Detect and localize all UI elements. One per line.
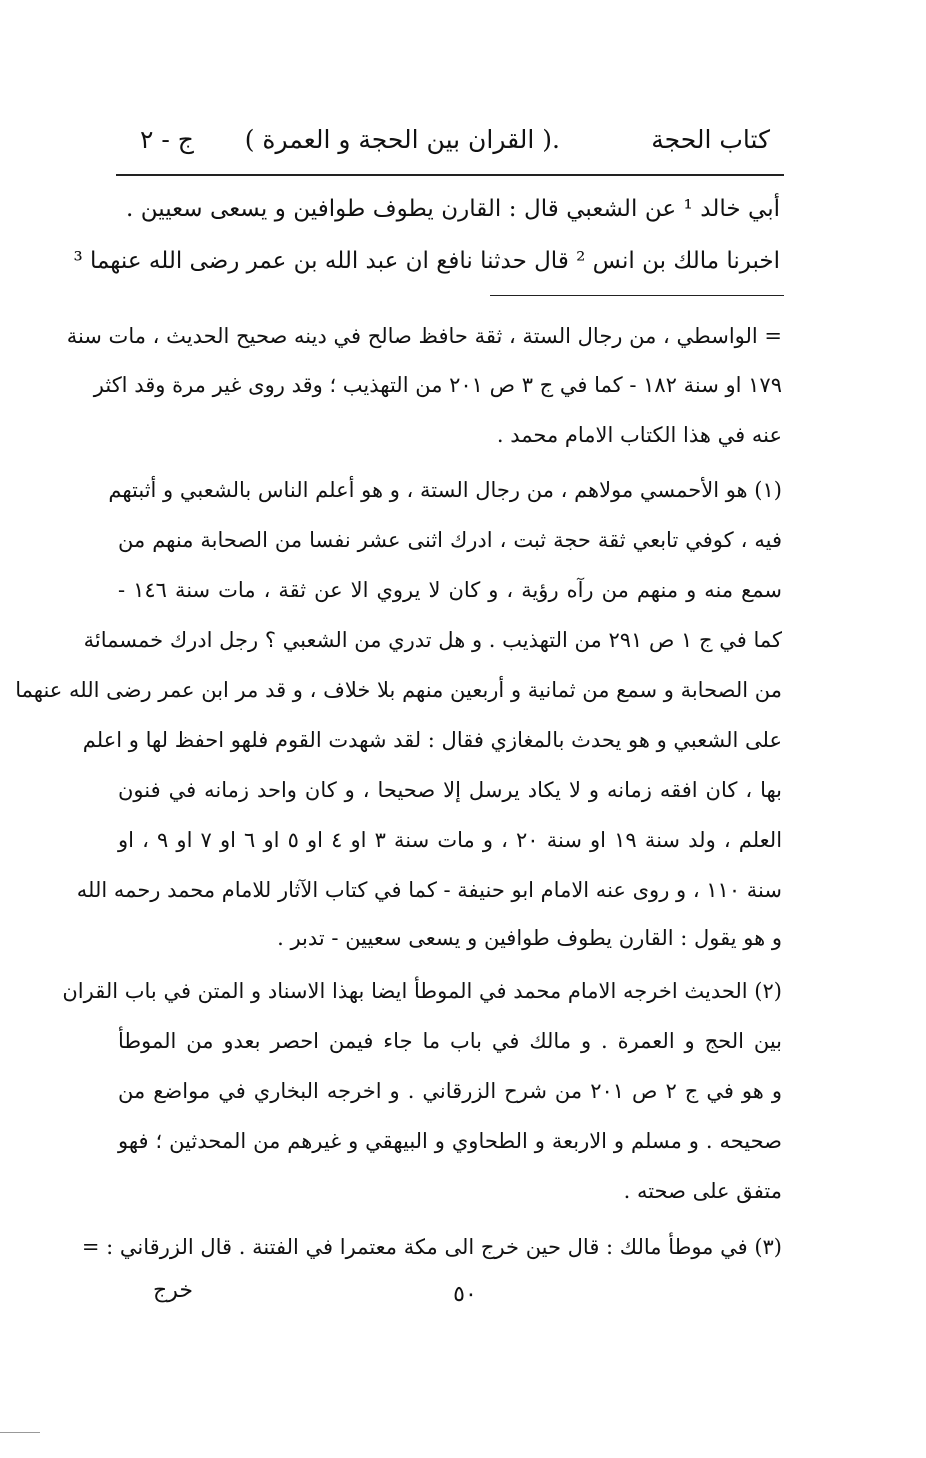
footnote-line: بين الحج و العمرة . و مالك في باب ما جاء فيمن احصر بعدو من الموطأ [118, 1029, 782, 1053]
footnote-line: متفق على صحته . [623, 1179, 782, 1203]
header-book-title: كتاب الحجة [651, 125, 770, 154]
footnote-line: من الصحابة و سمع من ثمانية و أربعين منهم بلا خلاف ، و قد مر ابن عمر رضى الله عنهما [15, 678, 782, 702]
header-volume: ج - ٢ [140, 125, 194, 154]
footnote-line: كما في ج ١ ص ٢٩١ من التهذيب . و هل تدري من الشعبي ؟ رجل ادرك خمسمائة [83, 628, 782, 652]
footnote-separator [490, 295, 784, 296]
footnote-line: (١) هو الأحمسي مولاهم ، من رجال الستة ، و هو أعلم الناس بالشعبي و أثبتهم [108, 478, 782, 502]
footnote-line: سنة ١١٠ ، و روى عنه الامام ابو حنيفة - كما في كتاب الآثار للامام محمد رحمه الله [76, 878, 782, 902]
footnote-line: صحيحه . و مسلم و الاربعة و الطحاوي و البيهقي و غيرهم من المحدثين ؛ فهو [118, 1129, 782, 1153]
header-rule [116, 174, 784, 176]
footnote-line: = الواسطي ، من رجال الستة ، ثقة حافظ صالح في دينه صحيح الحديث ، مات سنة [66, 324, 782, 348]
footnote-line: (٣) في موطأ مالك : قال حين خرج الى مكة معتمرا في الفتنة . قال الزرقاني : = [81, 1235, 782, 1259]
footnote-line: سمع منه و منهم من رآه رؤية ، و كان لا يروي الا عن ثقة ، مات سنة ١٤٦ - [118, 578, 782, 602]
footnote-line: ١٧٩ او سنة ١٨٢ - كما في ج ٣ ص ٢٠١ من التهذيب ؛ وقد روى غير مرة وقد اكثر [93, 373, 782, 397]
header-chapter-title: .( القران بين الحجة و العمرة ) [244, 125, 560, 154]
footnote-line: و هو يقول : القارن يطوف طوافين و يسعى سعيين - تدبر . [277, 926, 782, 950]
footnote-line: (٢) الحديث اخرجه الامام محمد في الموطأ ايضا بهذا الاسناد و المتن في باب القران [62, 979, 782, 1003]
footnote-line: على الشعبي و هو يحدث بالمغازي فقال : لقد شهدت القوم فلهو احفظ لها و اعلم [82, 728, 782, 752]
footnote-line: عنه في هذا الكتاب الامام محمد . [496, 423, 782, 447]
footnote-line: العلم ، ولد سنة ١٩ او سنة ٢٠ ، و مات سنة ٣ او ٤ او ٥ او ٦ او ٧ او ٩ ، او [118, 828, 783, 852]
scan-edge-mark [0, 1432, 40, 1433]
page-number: ٥٠ [453, 1282, 477, 1307]
main-text-line: أبي خالد ¹ عن الشعبي قال : القارن يطوف طوافين و يسعى سعيين . [126, 196, 780, 222]
footnote-line: بها ، كان افقه زمانه و لا يكاد يرسل إلا صحيحا ، و كان واحد زمانه في فنون [118, 778, 782, 802]
footnote-line: و هو في ج ٢ ص ٢٠١ من شرح الزرقاني . و اخرجه البخاري في مواضع من [118, 1079, 782, 1103]
footnote-line: فيه ، كوفي تابعي ثقة حجة ثبت ، ادرك اثنى عشر نفسا من الصحابة منهم من [118, 528, 782, 552]
catchword: خرج [153, 1278, 193, 1303]
running-header [130, 118, 770, 162]
main-text-line: اخبرنا مالك بن انس ² قال حدثنا نافع ان عبد الله بن عمر رضى الله عنهما ³ [73, 248, 780, 274]
